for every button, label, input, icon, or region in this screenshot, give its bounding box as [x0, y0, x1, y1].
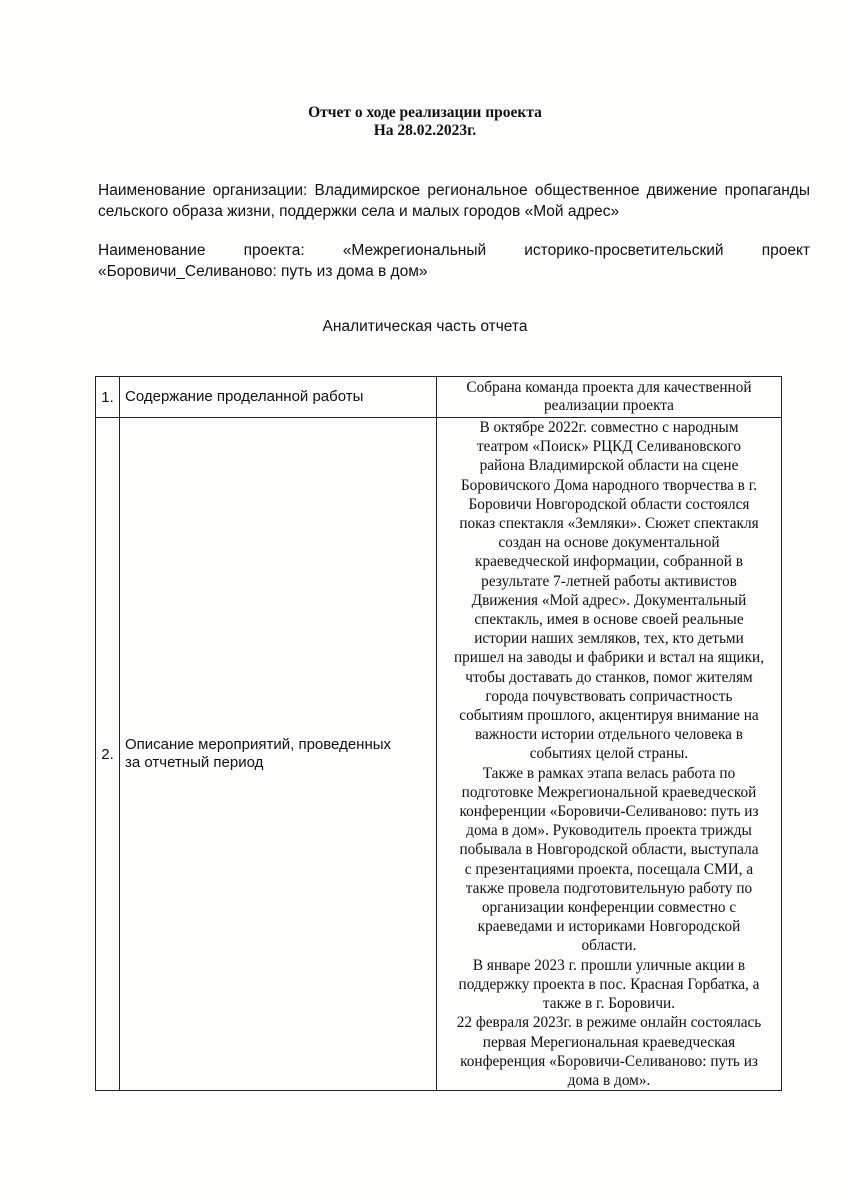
report-title: Отчет о ходе реализации проекта [308, 104, 542, 121]
content-line: района Владимирской области на сцене [479, 457, 739, 475]
row-number: 1. [96, 377, 120, 418]
report-table [95, 376, 782, 1091]
content-line: спектакль, имея в основе своей реальные [474, 611, 744, 629]
content-line: пришел на заводы и фабрики и встал на ящики, [453, 649, 765, 667]
content-line: чтобы доставать до станков, помог жителям [465, 668, 753, 686]
content-line: конференции «Боровичи-Селиваново: путь из [459, 803, 759, 821]
row-content [437, 377, 782, 418]
content-line: также в г. Боровичи. [542, 995, 676, 1013]
content-line: В октябре 2022г. совместно с народным [479, 419, 739, 436]
content-line: конференция «Боровичи-Селиваново: путь из [460, 1052, 758, 1070]
row-number: 2. [96, 418, 120, 1091]
content-line: показ спектакля «Земляки». Сюжет спектакля [459, 515, 759, 533]
content-line: также провела подготовительную работу по [465, 879, 753, 897]
content-line: города почувствовать сопричастность [485, 687, 733, 705]
table-row [96, 377, 782, 418]
section-title: Аналитическая часть отчета [322, 318, 528, 335]
content-line: Собрана команда проекта для качественной [466, 379, 752, 396]
content-line: побывала в Новгородской области, выступала [459, 841, 759, 859]
content-line: истории наших земляков, тех, кто детьми [474, 630, 744, 648]
content-line: театром «Поиск» РЦКД Селивановского [476, 438, 742, 456]
content-line: результате 7-летней работы активистов [481, 572, 737, 590]
content-line: Движения «Мой адрес». Документальный [471, 591, 747, 609]
row-label-line: Описание мероприятий, проведенных [125, 736, 392, 754]
content-line: с презентациями проекта, посещала СМИ, а [464, 860, 754, 878]
content-line: Также в рамках этапа велась работа по [482, 764, 736, 782]
report-date: На 28.02.2023г. [373, 122, 477, 139]
content-line: первая Мерегиональная краеведческая [482, 1033, 736, 1051]
content-line: организации конференции совместно с [481, 899, 737, 917]
content-line: дома в дом». Руководитель проекта трижды [466, 822, 752, 840]
content-line: событиям прошлого, акцентируя внимание на [459, 707, 759, 725]
row-content [437, 418, 782, 1091]
table-row [96, 418, 782, 1091]
organization-line: сельского образа жизни, поддержки села и малых городов «Мой адрес» [98, 203, 620, 220]
content-line: 22 февраля 2023г. в режиме онлайн состоялась [456, 1014, 762, 1032]
content-line: Боровичского Дома народного творчества в г. [460, 476, 758, 494]
row-label [120, 418, 437, 1091]
row-label: Содержание проделанной работы [120, 377, 437, 418]
content-line: В январе 2023 г. прошли уличные акции в [472, 956, 746, 974]
content-line: краеведческой информации, собранной в [475, 553, 743, 571]
content-line: Боровичи Новгородской области состоялся [468, 495, 750, 513]
row-label-line: за отчетный период [125, 754, 264, 772]
organization-name [98, 180, 810, 222]
content-line: создан на основе документальной [498, 534, 720, 552]
content-line: краеведами и историками Новгородской [477, 918, 741, 936]
content-line: реализации проекта [544, 397, 674, 414]
project-line: Наименование проекта: «Межрегиональный историко-просветительский проект [98, 242, 810, 259]
project-line: «Боровичи_Селиваново: путь из дома в дом» [98, 263, 428, 280]
project-name [98, 240, 810, 282]
content-line: области. [581, 937, 637, 955]
content-line: поддержку проекта в пос. Красная Горбатка, а [458, 975, 760, 993]
content-line: дома в дом». [567, 1071, 651, 1089]
content-line: важности истории отдельного человека в [474, 726, 744, 744]
content-line: подготовке Межрегиональной краеведческой [461, 783, 757, 801]
organization-line: Наименование организации: Владимирское региональное общественное движение пропаганды [98, 182, 810, 199]
content-line: событиях целой страны. [529, 745, 689, 763]
